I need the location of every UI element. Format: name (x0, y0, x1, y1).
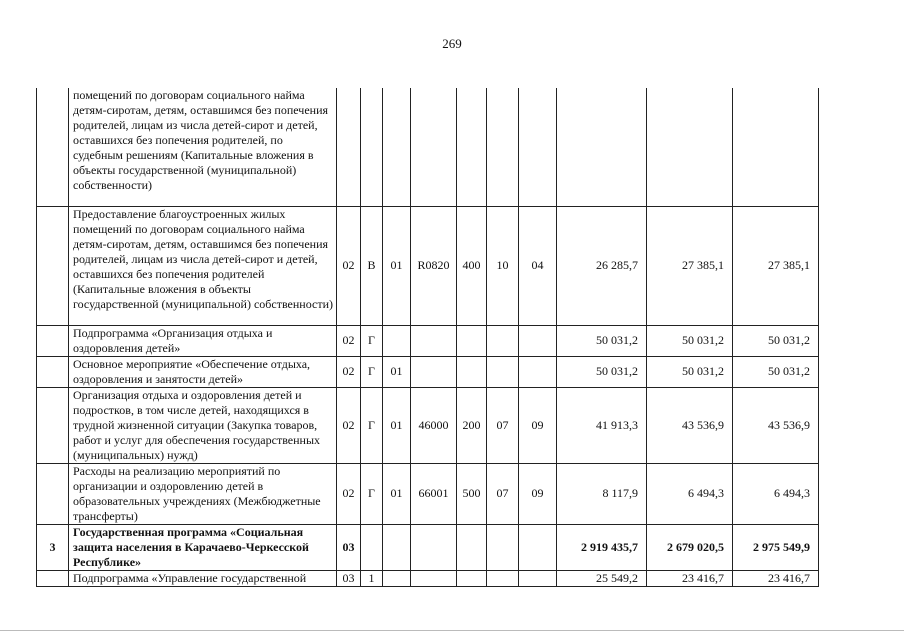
code-subsection: 04 (519, 206, 557, 325)
table-row (37, 570, 819, 586)
code-subprogram (361, 88, 383, 206)
code-direction (411, 325, 457, 356)
amount-year-1: 26 285,7 (557, 206, 647, 325)
code-section: 07 (487, 463, 519, 524)
amount-year-2: 6 494,3 (647, 463, 733, 524)
code-activity (383, 88, 411, 206)
row-number (37, 206, 69, 325)
code-expense-type (457, 325, 487, 356)
amount-year-2: 2 679 020,5 (647, 524, 733, 570)
code-subprogram: 1 (361, 570, 383, 586)
code-activity (383, 524, 411, 570)
code-expense-type: 200 (457, 387, 487, 463)
code-section (487, 524, 519, 570)
code-subsection: 09 (519, 463, 557, 524)
code-program: 02 (337, 387, 361, 463)
code-activity (383, 570, 411, 586)
row-number: 3 (37, 524, 69, 570)
amount-year-3: 27 385,1 (733, 206, 819, 325)
amount-year-3: 2 975 549,9 (733, 524, 819, 570)
code-subsection (519, 524, 557, 570)
amount-year-2: 23 416,7 (647, 570, 733, 586)
code-program: 02 (337, 206, 361, 325)
code-subprogram: Г (361, 325, 383, 356)
code-program: 02 (337, 325, 361, 356)
code-subsection (519, 325, 557, 356)
amount-year-1: 8 117,9 (557, 463, 647, 524)
amount-year-2: 50 031,2 (647, 325, 733, 356)
code-program: 02 (337, 356, 361, 387)
row-description: Подпрограмма «Управление государственной (69, 570, 337, 586)
row-description: Предоставление благоустроенных жилых помещений по договорам социального найма детям-сиротам, детям, оставшимся без попечения родителей, лицам из числа детей-сирот и детей, оставшихся без попечения родителей (Капитальные вложения в объекты государственной (муниципальной) собственности) (69, 206, 337, 325)
row-description: Основное мероприятие «Обеспечение отдыха, оздоровления и занятости детей» (69, 356, 337, 387)
code-program: 03 (337, 524, 361, 570)
code-section: 07 (487, 387, 519, 463)
code-expense-type (457, 570, 487, 586)
amount-year-3: 50 031,2 (733, 325, 819, 356)
code-expense-type: 500 (457, 463, 487, 524)
table-row (37, 88, 819, 206)
amount-year-2: 27 385,1 (647, 206, 733, 325)
row-number (37, 88, 69, 206)
code-program (337, 88, 361, 206)
amount-year-1: 41 913,3 (557, 387, 647, 463)
amount-year-2 (647, 88, 733, 206)
code-direction (411, 570, 457, 586)
amount-year-3: 23 416,7 (733, 570, 819, 586)
code-program: 02 (337, 463, 361, 524)
code-activity (383, 325, 411, 356)
code-expense-type (457, 524, 487, 570)
amount-year-1: 2 919 435,7 (557, 524, 647, 570)
code-direction: 66001 (411, 463, 457, 524)
amount-year-3 (733, 88, 819, 206)
amount-year-2: 50 031,2 (647, 356, 733, 387)
table-row (37, 356, 819, 387)
row-description: Подпрограмма «Организация отдыха и оздоровления детей» (69, 325, 337, 356)
row-description: Государственная программа «Социальная защита населения в Карачаево-Черкесской Республике» (69, 524, 337, 570)
amount-year-3: 6 494,3 (733, 463, 819, 524)
code-subsection (519, 88, 557, 206)
row-number (37, 570, 69, 586)
row-number (37, 463, 69, 524)
amount-year-3: 50 031,2 (733, 356, 819, 387)
code-subsection (519, 570, 557, 586)
code-section (487, 570, 519, 586)
table-row (37, 325, 819, 356)
code-subprogram: Г (361, 356, 383, 387)
row-number (37, 387, 69, 463)
amount-year-1: 25 549,2 (557, 570, 647, 586)
budget-table (36, 88, 819, 587)
row-description: Расходы на реализацию мероприятий по организации и оздоровлению детей в образовательных учреждениях (Межбюджетные трансферты) (69, 463, 337, 524)
code-subsection: 09 (519, 387, 557, 463)
code-program: 03 (337, 570, 361, 586)
row-description: Организация отдыха и оздоровления детей и подростков, в том числе детей, находящихся в трудной жизненной ситуации (Закупка товаров, работ и услуг для обеспечения государственных (муниципальных) нужд) (69, 387, 337, 463)
code-subprogram: Г (361, 463, 383, 524)
code-activity: 01 (383, 206, 411, 325)
page-edge-line (0, 630, 904, 631)
code-activity: 01 (383, 356, 411, 387)
code-direction (411, 524, 457, 570)
code-section (487, 88, 519, 206)
code-subsection (519, 356, 557, 387)
amount-year-2: 43 536,9 (647, 387, 733, 463)
code-section (487, 325, 519, 356)
code-expense-type (457, 356, 487, 387)
table-row (37, 463, 819, 524)
page-number: 269 (442, 36, 462, 51)
code-direction: R0820 (411, 206, 457, 325)
table-row (37, 524, 819, 570)
code-activity: 01 (383, 463, 411, 524)
code-section: 10 (487, 206, 519, 325)
code-activity: 01 (383, 387, 411, 463)
code-expense-type: 400 (457, 206, 487, 325)
code-direction (411, 88, 457, 206)
amount-year-1: 50 031,2 (557, 325, 647, 356)
amount-year-1 (557, 88, 647, 206)
code-subprogram: Г (361, 387, 383, 463)
row-description: помещений по договорам социального найма детям-сиротам, детям, оставшимся без попечения родителей, лицам из числа детей-сирот и детей, оставшихся без попечения родителей, по судебным решениям (Капитальные вложения в объекты государственной (муниципальной) собственности) (69, 88, 337, 206)
code-direction: 46000 (411, 387, 457, 463)
code-subprogram: В (361, 206, 383, 325)
row-number (37, 356, 69, 387)
table-row (37, 387, 819, 463)
row-number (37, 325, 69, 356)
amount-year-3: 43 536,9 (733, 387, 819, 463)
code-direction (411, 356, 457, 387)
amount-year-1: 50 031,2 (557, 356, 647, 387)
table-row (37, 206, 819, 325)
code-subprogram (361, 524, 383, 570)
code-expense-type (457, 88, 487, 206)
code-section (487, 356, 519, 387)
